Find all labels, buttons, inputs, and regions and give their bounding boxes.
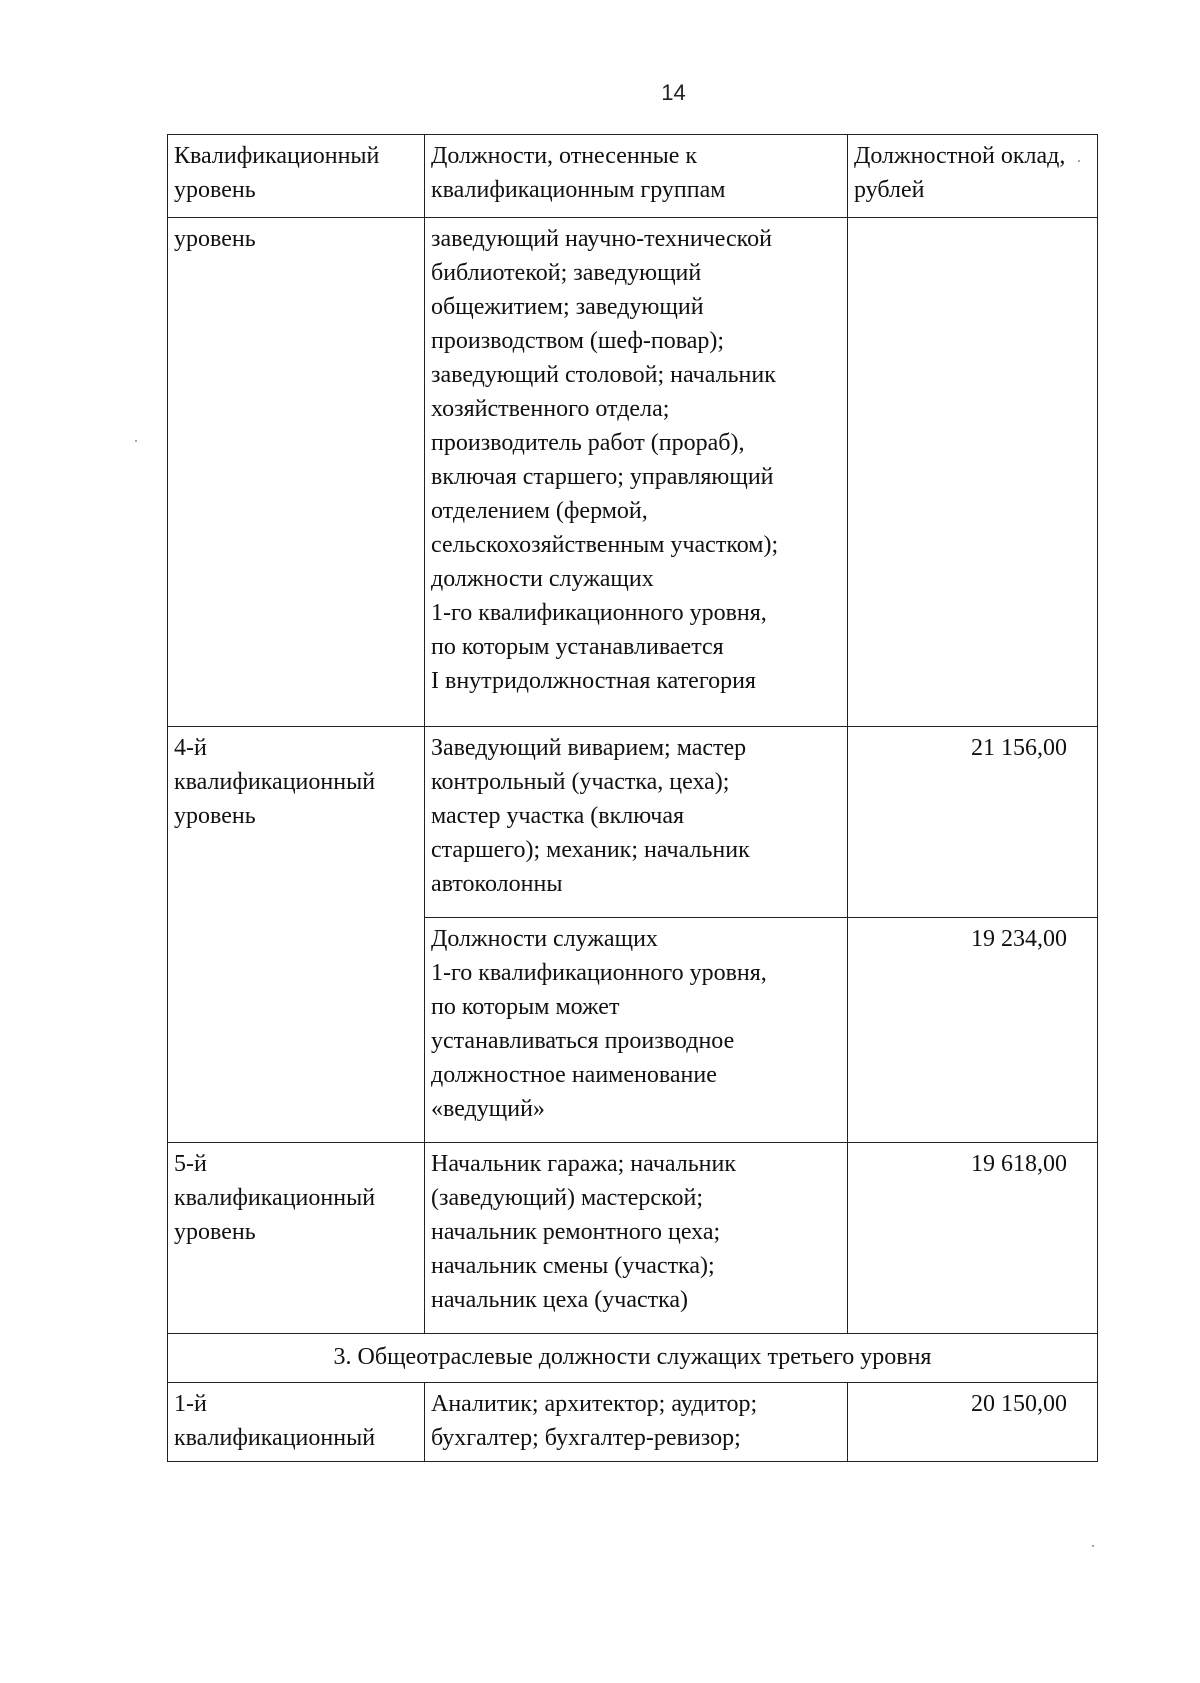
positions-cell: заведующий научно-технической библиотекой; заведующий общежитием; заведующий производством (шеф-повар); заведующий столовой; начальник хозяйственного отдела; производитель работ (прораб), включая старшего; управляющий отделением (фермой, сельскохозяйственным участком); должности служащих 1-го квалификационного уровня, по которым устанавливается I внутридолжностная категория — [425, 218, 848, 727]
salary-cell: 20 150,00 — [848, 1383, 1098, 1462]
level-cell: 4-й квалификационный уровень — [168, 727, 425, 1143]
table-header-row — [168, 135, 1098, 218]
salary-table — [167, 134, 1098, 1462]
table-row — [168, 727, 1098, 918]
level-cell: уровень — [168, 218, 425, 727]
table-row — [168, 218, 1098, 727]
positions-cell: Начальник гаража; начальник (заведующий) мастерской; начальник ремонтного цеха; начальник смены (участка); начальник цеха (участка) — [425, 1143, 848, 1334]
header-positions: Должности, отнесенные к квалификационным группам — [425, 135, 848, 218]
salary-cell: 21 156,00 — [848, 727, 1098, 918]
table-row — [168, 1383, 1098, 1462]
salary-cell — [848, 218, 1098, 727]
salary-cell: 19 234,00 — [848, 918, 1098, 1143]
table-row — [168, 1143, 1098, 1334]
section-title: 3. Общеотраслевые должности служащих третьего уровня — [168, 1334, 1098, 1383]
positions-cell: Аналитик; архитектор; аудитор; бухгалтер; бухгалтер-ревизор; — [425, 1383, 848, 1462]
salary-cell: 19 618,00 — [848, 1143, 1098, 1334]
positions-cell: Должности служащих 1-го квалификационного уровня, по которым может устанавливаться производное должностное наименование «ведущий» — [425, 918, 848, 1143]
section-row — [168, 1334, 1098, 1383]
header-level: Квалификационный уровень — [168, 135, 425, 218]
level-cell: 5-й квалификационный уровень — [168, 1143, 425, 1334]
header-salary: Должностной оклад, рублей — [848, 135, 1098, 218]
level-cell: 1-й квалификационный — [168, 1383, 425, 1462]
scan-speck — [1092, 1545, 1094, 1547]
scan-speck — [1078, 160, 1080, 162]
scan-speck — [135, 440, 137, 442]
page-number: 14 — [661, 80, 686, 105]
positions-cell: Заведующий виварием; мастер контрольный (участка, цеха); мастер участка (включая старшего); механик; начальник автоколонны — [425, 727, 848, 918]
